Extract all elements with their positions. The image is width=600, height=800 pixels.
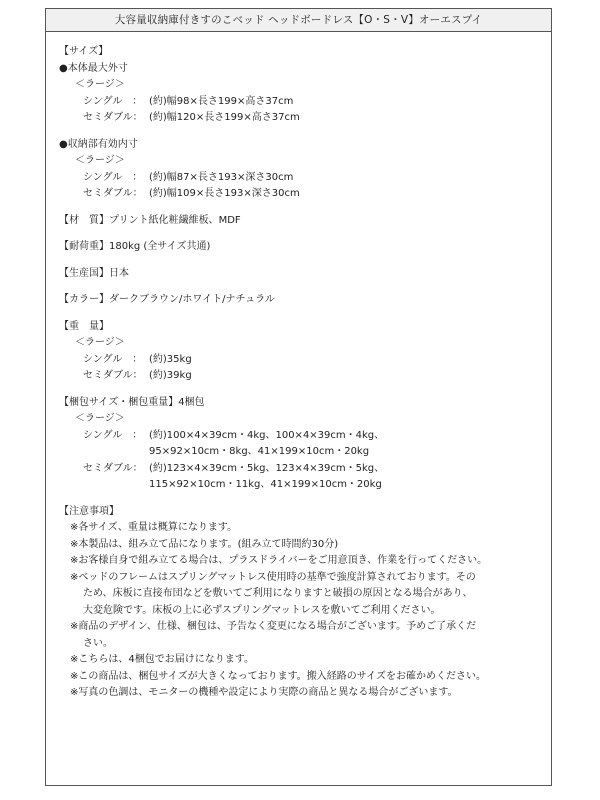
- spec-sheet: [45, 8, 552, 786]
- inner-group-label: ＜ラージ＞: [75, 155, 125, 166]
- note-item: ※各サイズ、重量は概算になります。: [70, 522, 238, 533]
- row-value: (約)幅87×長さ193×深さ30cm: [149, 171, 294, 183]
- note-item: ※こちらは、4梱包でお届けになります。: [70, 654, 254, 665]
- row-value: (約)幅120×長さ199×高さ37cm: [149, 112, 300, 123]
- row-value: (約)幅98×長さ199×高さ37cm: [149, 95, 294, 107]
- notes-heading: 【注意事項】: [59, 505, 119, 517]
- row-label: シングル ：: [83, 95, 143, 107]
- row-value: [149, 461, 384, 494]
- row-label: セミダブル：: [83, 188, 143, 199]
- weight-heading: 【重 量】: [59, 320, 109, 332]
- package-group-label: ＜ラージ＞: [75, 413, 125, 424]
- package-heading: 【梱包サイズ・梱包重量】4梱包: [59, 396, 205, 408]
- inner-dimensions-heading: ●収納部有効内寸: [59, 138, 138, 150]
- weight-row-single: [59, 352, 551, 369]
- note-item: ※本製品は、組み立て品になります。(組み立て時間約30分): [70, 538, 339, 550]
- size-heading: 【サイズ】: [59, 46, 109, 57]
- row-label: シングル ：: [83, 429, 143, 441]
- note-item: ※ベッドのフレームはスプリングマットレス使用時の基準で強度計算されております。その: [70, 571, 476, 583]
- weight-group-label: ＜ラージ＞: [75, 337, 125, 348]
- product-title: 大容量収納庫付きすのこベッド ヘッドボードレス【O・S・V】オーエスプイ: [46, 9, 551, 32]
- row-label: シングル ：: [83, 353, 143, 365]
- note-item: ※写真の色調は、モニターの機種や設定により実際の商品と異なる場合がございます。: [70, 687, 458, 698]
- note-item: ※この商品は、梱包サイズが大きくなっております。搬入経路のサイズをお確かめください。: [70, 670, 486, 682]
- weight-row-semidouble: [59, 368, 551, 385]
- note-item: ※お客様自身で組み立てる場合は、プラスドライバーをご用意頂き、作業を行ってください。: [70, 555, 488, 566]
- row-value: (約)39kg: [149, 370, 192, 381]
- outer-row-semidouble: [59, 110, 551, 127]
- row-value-line: (約)123×4×39cm・5kg、123×4×39cm・5kg、: [149, 462, 385, 474]
- color-line: 【カラー】ダークブラウン/ホワイト/ナチュラル: [59, 294, 275, 305]
- origin-line: 【生産国】日本: [59, 267, 129, 279]
- note-item-continuation: ため、床板に直接布団などを敷いてご利用になりますと破損の原因となる場合があり、: [83, 588, 473, 599]
- row-value: (約)35kg: [149, 353, 192, 365]
- inner-row-semidouble: [59, 186, 551, 203]
- outer-dimensions-heading: ●本体最大外寸: [59, 62, 128, 74]
- outer-row-single: [59, 94, 551, 111]
- outer-group-label: ＜ラージ＞: [75, 79, 125, 90]
- material-line: 【材 質】プリント紙化粧繊維板、MDF: [59, 214, 241, 226]
- row-value: (約)幅109×長さ193×深さ30cm: [149, 188, 300, 199]
- package-row-semidouble: [59, 461, 551, 494]
- spec-content: [46, 32, 551, 702]
- note-item-continuation: さい。: [83, 637, 113, 649]
- load-capacity-line: 【耐荷重】180kg (全サイズ共通): [59, 241, 211, 252]
- row-label: セミダブル：: [83, 370, 143, 381]
- row-label: セミダブル：: [83, 112, 143, 123]
- row-value: [149, 428, 384, 461]
- row-label: セミダブル：: [83, 462, 143, 474]
- row-value-line: 95×92×10cm・8kg、41×199×10cm・20kg: [149, 446, 370, 457]
- note-item: ※商品のデザイン、仕様、梱包は、予告なく変更になる場合がございます。予めご了承くだ: [70, 621, 477, 632]
- note-item-continuation: 大変危険です。床板の上に必ずスプリングマットレスを敷いてご利用ください。: [83, 604, 441, 616]
- package-row-single: [59, 428, 551, 461]
- row-value-line: (約)100×4×39cm・4kg、100×4×39cm・4kg、: [149, 429, 385, 441]
- row-value-line: 115×92×10cm・11kg、41×199×10cm・20kg: [149, 479, 382, 490]
- row-label: シングル ：: [83, 171, 143, 183]
- inner-row-single: [59, 170, 551, 187]
